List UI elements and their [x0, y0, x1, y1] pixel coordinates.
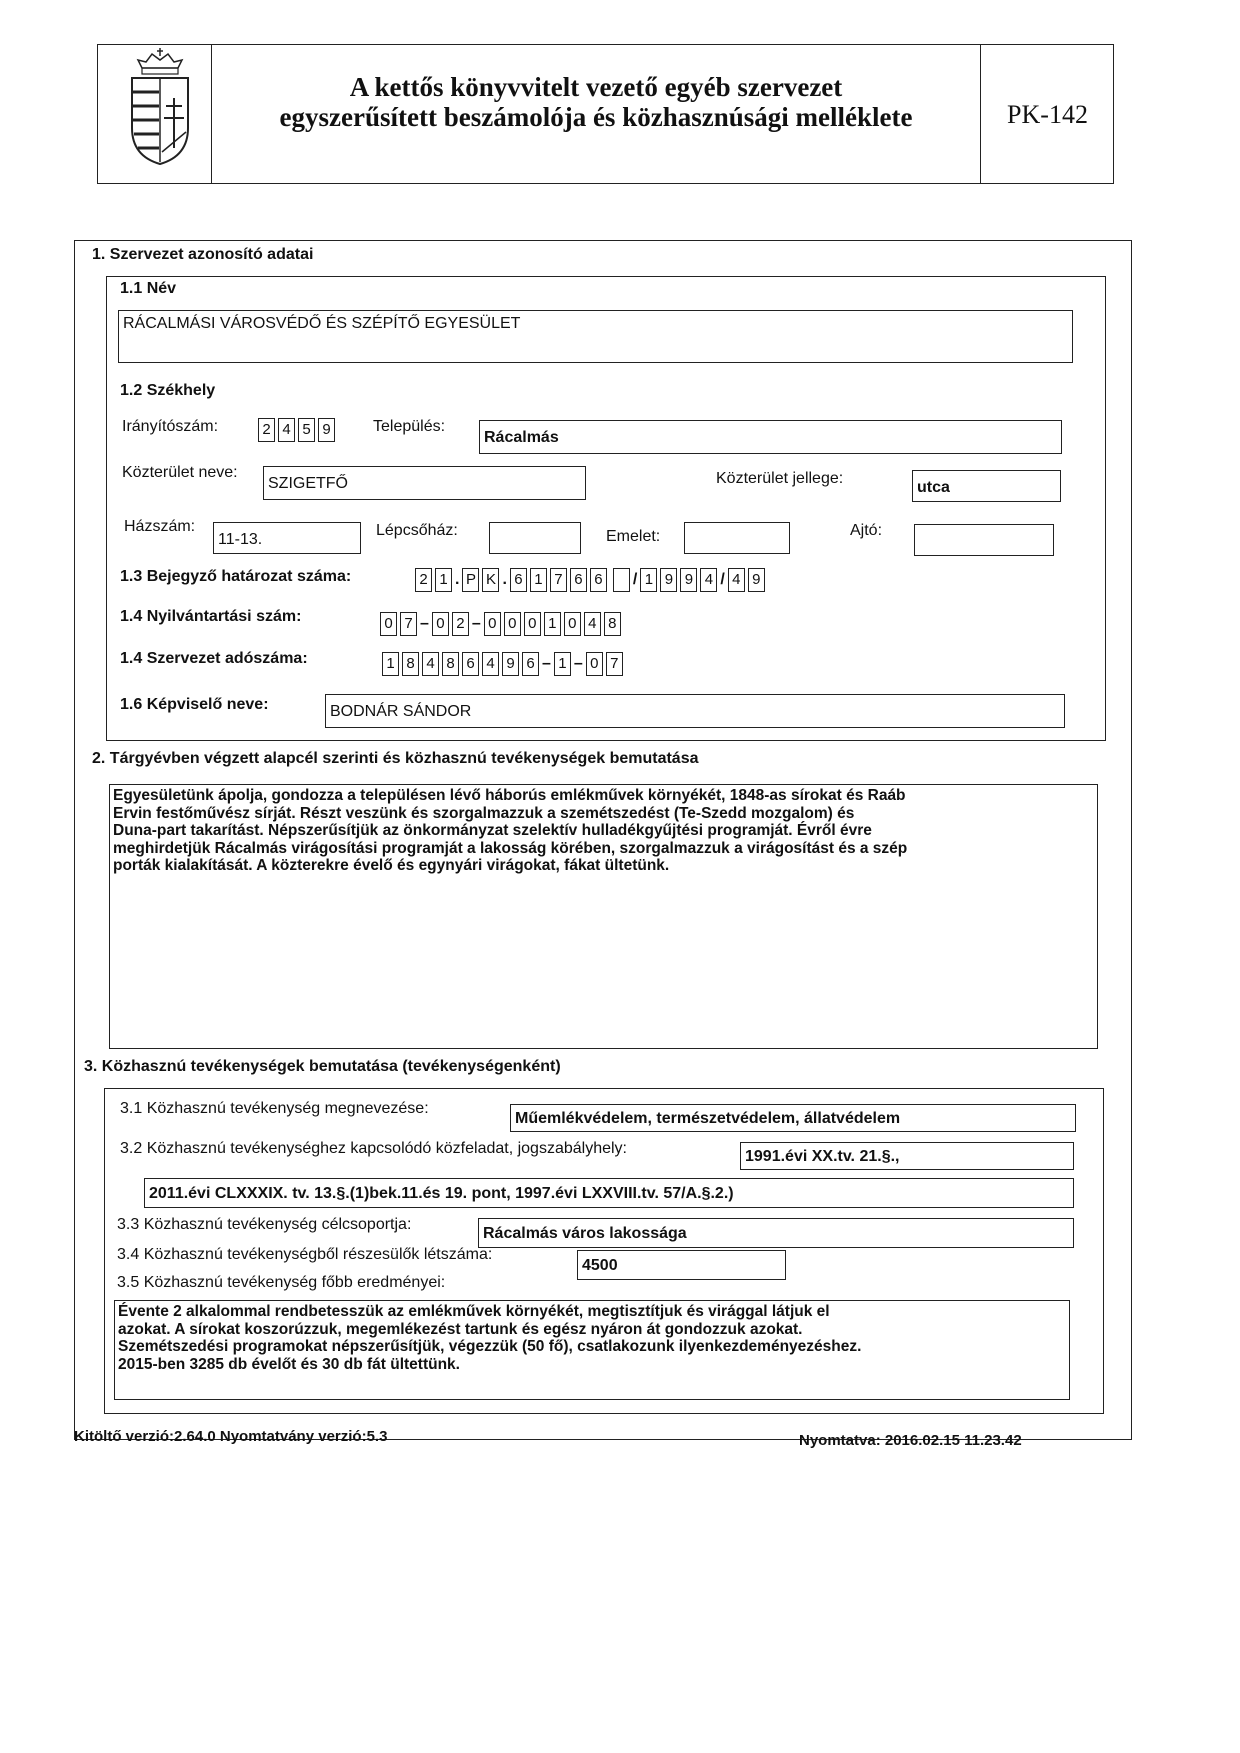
rep-field[interactable]	[325, 694, 1065, 728]
reg-decision-label: 1.3 Bejegyző határozat száma:	[120, 568, 352, 585]
digit-cell: 6	[510, 568, 527, 592]
stair-label: Lépcsőház:	[376, 522, 458, 539]
separator: –	[420, 615, 429, 632]
digit-cell: 8	[442, 652, 459, 676]
separator: /	[720, 571, 725, 588]
digit-cell: 0	[432, 612, 449, 636]
section2-text: Egyesületünk ápolja, gondozza a településen lévő háborús emlékművek környékét, 1848-as sírokat és Raáb Ervin festőművész sírját. Részt veszünk és szorgalmazzuk a szemétszedést (Te-Szedd mozgalom) és Duna-part takarítást. Népszerűsítjük az önkormányzat szelektív hulladékgyűjtési programját. Évről évre meghirdetjük Rácalmás virágosítási programját a lakosság körében, szorgalmazzuk a virágosítást és a szép porták kialakítását. A közterekre évelő és egynyári virágokat, fákat ültetünk.	[113, 787, 908, 874]
stair-field[interactable]	[489, 522, 581, 554]
digit-cell: 7	[550, 568, 567, 592]
separator: .	[502, 571, 507, 588]
digit-cell: 9	[660, 568, 677, 592]
form-title	[212, 72, 980, 132]
tax-field[interactable]	[382, 650, 626, 678]
registry-field[interactable]	[380, 610, 624, 638]
form-code: PK-142	[1007, 100, 1088, 129]
law-field-1[interactable]	[740, 1142, 1074, 1170]
rep-value: BODNÁR SÁNDOR	[330, 703, 472, 720]
section2-title: 2. Tárgyévben végzett alapcél szerinti és közhasznú tevékenységek bemutatása	[92, 750, 699, 767]
section2-field[interactable]	[109, 784, 1098, 1049]
law-label: 3.2 Közhasznú tevékenységhez kapcsolódó közfeladat, jogszabályhely:	[120, 1140, 627, 1157]
digit-cell: P	[462, 568, 479, 592]
digit-cell: 2	[258, 418, 275, 442]
activity-label: 3.1 Közhasznú tevékenység megnevezése:	[120, 1100, 429, 1117]
street-label: Közterület neve:	[122, 464, 238, 481]
zip-label: Irányítószám:	[122, 418, 219, 435]
city-field[interactable]	[479, 420, 1062, 454]
digit-cell: 4	[482, 652, 499, 676]
participants-label: 3.4 Közhasznú tevékenységből részesülők létszáma:	[117, 1246, 493, 1263]
participants-value: 4500	[582, 1257, 618, 1274]
target-label: 3.3 Közhasznú tevékenység célcsoportja:	[117, 1216, 412, 1233]
separator: –	[573, 655, 583, 672]
section3-title: 3. Közhasznú tevékenységek bemutatása (tevékenységenként)	[84, 1058, 561, 1075]
registry-label: 1.4 Nyilvántartási szám:	[120, 608, 302, 625]
house-value: 11-13.	[218, 531, 263, 548]
coat-of-arms-icon	[120, 48, 200, 168]
digit-cell: 1	[554, 652, 571, 676]
street-type-field[interactable]	[912, 470, 1061, 502]
door-field[interactable]	[914, 524, 1054, 556]
activity-field[interactable]	[510, 1104, 1076, 1132]
separator: .	[455, 571, 460, 588]
digit-cell: 8	[402, 652, 419, 676]
digit-cell: 0	[380, 612, 397, 636]
digit-cell: 7	[400, 612, 417, 636]
digit-cell: 9	[502, 652, 519, 676]
digit-cell: 6	[522, 652, 539, 676]
target-field[interactable]	[478, 1218, 1074, 1248]
house-field[interactable]	[213, 522, 361, 554]
separator: –	[471, 615, 481, 632]
results-field[interactable]	[114, 1300, 1070, 1400]
digit-cell: 0	[564, 612, 581, 636]
street-field[interactable]	[263, 466, 586, 500]
digit-cell: 9	[680, 568, 697, 592]
house-label: Házszám:	[124, 518, 196, 535]
digit-cell: 6	[590, 568, 607, 592]
digit-cell: 7	[606, 652, 623, 676]
digit-cell: 5	[298, 418, 315, 442]
name-title: 1.1 Név	[120, 280, 177, 297]
digit-cell: 0	[484, 612, 501, 636]
digit-cell: 1	[435, 568, 452, 592]
digit-cell: 9	[748, 568, 765, 592]
name-field[interactable]	[118, 310, 1073, 363]
rep-label: 1.6 Képviselő neve:	[120, 696, 269, 713]
digit-cell: 9	[318, 418, 335, 442]
digit-cell: 1	[640, 568, 657, 592]
tax-label: 1.4 Szervezet adószáma:	[120, 650, 308, 667]
participants-field[interactable]	[577, 1250, 786, 1280]
form-title-line2: egyszerűsített beszámolója és közhasznúsági melléklete	[279, 102, 913, 132]
digit-cell: 6	[570, 568, 587, 592]
footer-printed: Nyomtatva: 2016.02.15 11.23.42	[799, 1432, 1022, 1449]
activity-value: Műemlékvédelem, természetvédelem, állatvédelem	[515, 1110, 901, 1127]
digit-cell: 4	[584, 612, 601, 636]
floor-label: Emelet:	[606, 528, 661, 545]
separator: –	[542, 655, 551, 672]
reg-decision-field[interactable]	[415, 566, 768, 594]
digit-cell: 1	[544, 612, 561, 636]
name-value: RÁCALMÁSI VÁROSVÉDŐ ÉS SZÉPÍTŐ EGYESÜLET	[123, 315, 521, 332]
zip-field[interactable]	[258, 416, 338, 444]
city-value: Rácalmás	[484, 429, 559, 446]
digit-cell: 4	[422, 652, 439, 676]
city-label: Település:	[373, 418, 446, 435]
section1-title: 1. Szervezet azonosító adatai	[92, 246, 314, 263]
floor-field[interactable]	[684, 522, 790, 554]
digit-cell: 0	[524, 612, 541, 636]
digit-cell: 0	[586, 652, 603, 676]
digit-cell: 4	[700, 568, 717, 592]
target-value: Rácalmás város lakossága	[483, 1225, 687, 1242]
separator: /	[632, 571, 638, 588]
digit-cell: 4	[278, 418, 295, 442]
digit-cell: K	[482, 568, 499, 592]
law-value-2: 2011.évi CLXXXIX. tv. 13.§.(1)bek.11.és 19. pont, 1997.évi LXXVIII.tv. 57/A.§.2.)	[149, 1185, 734, 1202]
door-label: Ajtó:	[850, 522, 883, 539]
digit-cell: 6	[462, 652, 479, 676]
footer-version: Kitöltő verzió:2.64.0 Nyomtatvány verzió:5.3	[74, 1428, 388, 1445]
digit-cell	[613, 568, 630, 592]
digit-cell: 8	[604, 612, 621, 636]
digit-cell: 2	[452, 612, 469, 636]
law-value-1: 1991.évi XX.tv. 21.§.,	[745, 1148, 900, 1165]
results-label: 3.5 Közhasznú tevékenység főbb eredményei:	[117, 1274, 446, 1291]
seat-title: 1.2 Székhely	[120, 382, 216, 399]
digit-cell: 2	[415, 568, 432, 592]
digit-cell: 4	[728, 568, 745, 592]
digit-cell: 1	[382, 652, 399, 676]
digit-cell: 1	[530, 568, 547, 592]
street-value: SZIGETFŐ	[268, 475, 348, 492]
digit-cell: 0	[504, 612, 521, 636]
street-type-label: Közterület jellege:	[716, 470, 844, 487]
results-text: Évente 2 alkalommal rendbetesszük az emlékművek környékét, megtisztítjuk és virággal látjuk el azokat. A sírokat koszorúzzuk, megemlékezést tartunk és egész nyáron át gondozzuk azokat. Szemétszedési programokat népszerűsítjük, végezzük (50 fő), csatlakozunk ilyenkezdeményezéshez. 2015-ben 3285 db évelőt és 30 db fát ültettünk.	[118, 1303, 862, 1373]
form-title-line1: A kettős könyvvitelt vezető egyéb szervezet	[349, 72, 843, 102]
street-type-value: utca	[917, 479, 950, 496]
law-field-2[interactable]	[144, 1178, 1074, 1208]
